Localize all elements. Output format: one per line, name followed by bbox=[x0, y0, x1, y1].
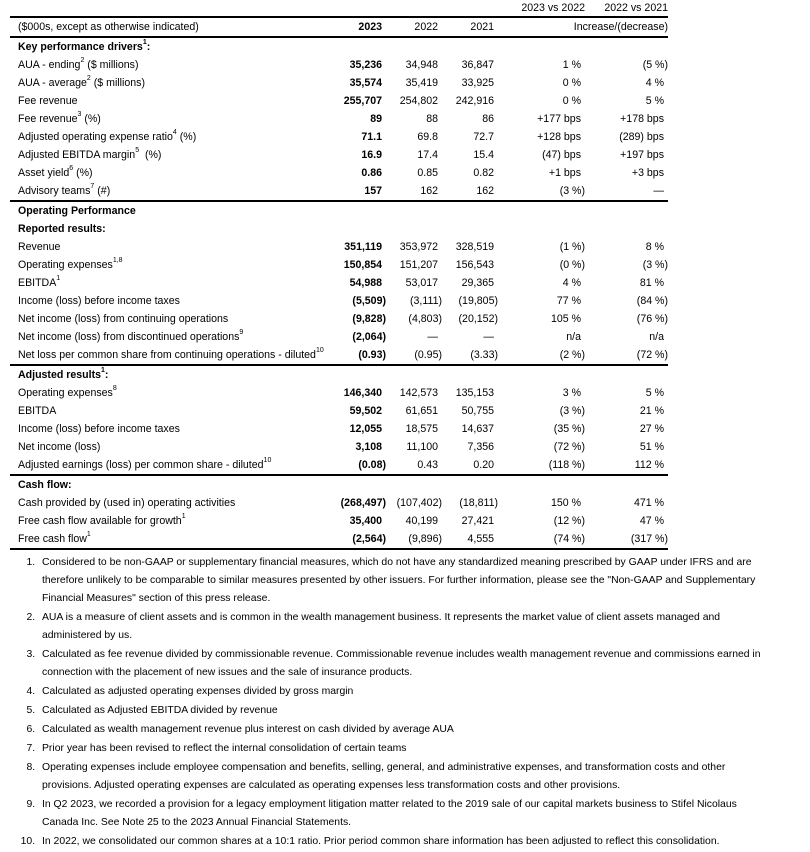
value-2021: 14,637 bbox=[461, 423, 494, 435]
value-2023: 3,108 bbox=[355, 441, 382, 453]
change-2022-vs-2021: 112 % bbox=[634, 459, 664, 471]
section-header-row bbox=[10, 220, 668, 238]
change-2023-vs-2022: (72 %) bbox=[553, 441, 585, 453]
value-2021: 36,847 bbox=[461, 59, 494, 71]
row-label-text: AUA - average bbox=[18, 77, 87, 89]
value-2022: 40,199 bbox=[405, 515, 438, 527]
change-2023-vs-2022: (35 %) bbox=[553, 423, 585, 435]
row-label bbox=[10, 420, 328, 438]
row-label-text: Advisory teams bbox=[18, 185, 91, 197]
col-2021: 2021 bbox=[442, 17, 498, 37]
value-2022: (107,402) bbox=[396, 497, 442, 509]
change-2022-vs-2021: (5 %) bbox=[642, 59, 668, 71]
table-row bbox=[10, 56, 668, 74]
value-2021: 86 bbox=[482, 113, 494, 125]
column-header-row bbox=[10, 17, 668, 37]
value-2021: 72.7 bbox=[473, 131, 494, 143]
footnote-ref: 1 bbox=[56, 275, 61, 282]
financial-table bbox=[10, 0, 668, 550]
value-2023: (2,564) bbox=[328, 530, 386, 549]
row-label-text: EBITDA bbox=[18, 277, 57, 289]
value-2023: 255,707 bbox=[343, 95, 382, 107]
value-2021: 4,555 bbox=[442, 530, 498, 549]
value-2022: 11,100 bbox=[406, 441, 438, 453]
value-2022: 0.85 bbox=[417, 167, 438, 179]
row-label-suffix: (%) bbox=[81, 113, 101, 125]
change-2023-vs-2022: +128 bps bbox=[537, 131, 581, 143]
row-label-text: Adjusted EBITDA margin bbox=[18, 149, 136, 161]
change-2022-vs-2021: 51 % bbox=[639, 441, 664, 453]
footnote-ref: 8 bbox=[112, 385, 117, 392]
value-2021: 15.4 bbox=[473, 149, 494, 161]
value-2023: 150,854 bbox=[343, 259, 382, 271]
row-label bbox=[10, 402, 328, 420]
value-2022: 0.43 bbox=[417, 459, 438, 471]
change-2022-vs-2021: +3 bps bbox=[631, 167, 664, 179]
value-2022: 34,948 bbox=[405, 59, 438, 71]
row-label bbox=[10, 146, 328, 164]
row-label bbox=[10, 328, 328, 346]
footnote-ref: 9 bbox=[239, 329, 244, 336]
change-2022-vs-2021: 47 % bbox=[639, 515, 664, 527]
table-row bbox=[10, 384, 668, 402]
change-2022-vs-2021: 5 % bbox=[645, 95, 664, 107]
value-2023: 35,236 bbox=[349, 59, 382, 71]
footnotes bbox=[10, 554, 768, 851]
table-row bbox=[10, 420, 668, 438]
change-2023-vs-2022: (47) bps bbox=[542, 149, 581, 161]
footnote-item: 4. Calculated as adjusted operating expenses divided by gross margin bbox=[38, 683, 768, 701]
value-2022: 151,207 bbox=[399, 259, 438, 271]
footnote-ref: 1 bbox=[142, 39, 147, 46]
change-2022-vs-2021: n/a bbox=[649, 331, 664, 343]
table-row bbox=[10, 438, 668, 456]
change-2023-vs-2022: 0 % bbox=[562, 77, 581, 89]
table-row bbox=[10, 110, 668, 128]
row-label bbox=[10, 456, 328, 475]
row-label-text: Revenue bbox=[18, 241, 61, 253]
value-2021: — bbox=[483, 331, 494, 343]
footnote-item: 10. In 2022, we consolidated our common shares at a 10:1 ratio. Prior period common share information has been adjusted to reflect this consolidation. bbox=[38, 833, 768, 851]
table-row bbox=[10, 456, 668, 475]
value-2021: 156,543 bbox=[455, 259, 494, 271]
change-header-2023-vs-2022: 2023 vs 2022 bbox=[521, 2, 585, 14]
change-2023-vs-2022: 77 % bbox=[556, 295, 581, 307]
value-2021: 0.20 bbox=[473, 459, 494, 471]
row-label-text: EBITDA bbox=[18, 405, 57, 417]
change-2022-vs-2021: +197 bps bbox=[620, 149, 664, 161]
table-row bbox=[10, 128, 668, 146]
footnote-item: 6. Calculated as wealth management revenue plus interest on cash divided by average AUA bbox=[38, 721, 768, 739]
row-label bbox=[10, 164, 328, 182]
change-2023-vs-2022: (12 %) bbox=[553, 515, 585, 527]
col-2023: 2023 bbox=[328, 17, 386, 37]
value-2023: 54,988 bbox=[349, 277, 382, 289]
row-label-text: Free cash flow bbox=[18, 533, 87, 545]
table-row bbox=[10, 530, 668, 549]
value-2022: 61,651 bbox=[405, 405, 438, 417]
row-label-suffix: ($ millions) bbox=[84, 59, 139, 71]
change-2023-vs-2022: (1 %) bbox=[559, 241, 585, 253]
change-2023-vs-2022: (2 %) bbox=[498, 346, 585, 365]
footnote-ref: 10 bbox=[263, 457, 272, 464]
section-title-text: Operating Performance bbox=[18, 205, 136, 217]
value-2021: 135,153 bbox=[455, 387, 494, 399]
change-2022-vs-2021: +178 bps bbox=[620, 113, 664, 125]
table-row bbox=[10, 74, 668, 92]
change-2023-vs-2022: 0 % bbox=[562, 95, 581, 107]
change-2023-vs-2022: 1 % bbox=[562, 59, 581, 71]
value-2023: 157 bbox=[364, 185, 382, 197]
value-2022: 162 bbox=[420, 185, 438, 197]
change-header-row bbox=[10, 0, 668, 17]
row-label bbox=[10, 238, 328, 256]
row-label-text: Adjusted earnings (loss) per common share - diluted bbox=[18, 459, 264, 471]
row-label-text: AUA - ending bbox=[18, 59, 81, 71]
table-row bbox=[10, 256, 668, 274]
row-label-text: Fee revenue bbox=[18, 95, 78, 107]
row-label-text: Asset yield bbox=[18, 167, 70, 179]
section-title-text: Key performance drivers bbox=[18, 41, 143, 53]
table-row bbox=[10, 328, 668, 346]
value-2023: 89 bbox=[370, 113, 382, 125]
row-label bbox=[10, 56, 328, 74]
value-2023: 351,119 bbox=[344, 241, 382, 253]
row-label-suffix: ($ millions) bbox=[90, 77, 145, 89]
value-2023: 35,574 bbox=[349, 77, 382, 89]
footnote-ref: 1,8 bbox=[112, 257, 123, 264]
value-2023: 0.86 bbox=[361, 167, 382, 179]
footnote-ref: 2 bbox=[80, 57, 85, 64]
section-header-row bbox=[10, 37, 668, 56]
table-row bbox=[10, 238, 668, 256]
value-2022: 353,972 bbox=[399, 241, 438, 253]
section-header-row bbox=[10, 475, 668, 494]
change-2022-vs-2021: (72 %) bbox=[585, 346, 668, 365]
change-2022-vs-2021: (3 %) bbox=[642, 259, 668, 271]
change-2023-vs-2022: n/a bbox=[566, 331, 581, 343]
table-row bbox=[10, 182, 668, 201]
change-2023-vs-2022: 3 % bbox=[562, 387, 581, 399]
value-2023: (2,064) bbox=[352, 331, 386, 343]
value-2021: 0.82 bbox=[473, 167, 494, 179]
row-label bbox=[10, 384, 328, 402]
row-label bbox=[10, 128, 328, 146]
value-2022: 69.8 bbox=[417, 131, 438, 143]
value-2023: (0.08) bbox=[358, 459, 386, 471]
row-label-text: Income (loss) before income taxes bbox=[18, 423, 180, 435]
value-2021: 328,519 bbox=[455, 241, 494, 253]
footnote-ref: 1 bbox=[181, 513, 186, 520]
section-title bbox=[10, 37, 668, 56]
footnote-item: 9. In Q2 2023, we recorded a provision for a legacy employment litigation matter related to the 2019 sale of our capital markets business to Stifel Nicolaus Canada Inc. See Note 25 to the 2023 Annual Financial Statements. bbox=[38, 796, 768, 832]
value-2021: 242,916 bbox=[455, 95, 494, 107]
change-2023-vs-2022: (118 %) bbox=[548, 459, 585, 471]
value-2022: 35,419 bbox=[405, 77, 438, 89]
value-2022: 88 bbox=[426, 113, 438, 125]
section-title-suffix: : bbox=[104, 369, 109, 381]
footnote-ref: 2 bbox=[86, 75, 91, 82]
row-label bbox=[10, 310, 328, 328]
col-2022: 2022 bbox=[386, 17, 442, 37]
change-2022-vs-2021: 471 % bbox=[633, 497, 664, 509]
change-2022-vs-2021: — bbox=[653, 185, 664, 197]
value-2022: 254,802 bbox=[399, 95, 438, 107]
table-row bbox=[10, 402, 668, 420]
value-2021: 162 bbox=[476, 185, 494, 197]
value-2022: (4,803) bbox=[408, 313, 442, 325]
value-2022: (9,896) bbox=[386, 530, 442, 549]
value-2021: 7,356 bbox=[467, 441, 494, 453]
row-label bbox=[10, 530, 328, 549]
section-title-text: Reported results: bbox=[18, 223, 106, 235]
row-label bbox=[10, 74, 328, 92]
change-2023-vs-2022: (3 %) bbox=[559, 405, 585, 417]
row-label bbox=[10, 92, 328, 110]
row-label-text: Income (loss) before income taxes bbox=[18, 295, 180, 307]
value-2022: 18,575 bbox=[405, 423, 438, 435]
value-2023: (268,497) bbox=[340, 497, 386, 509]
table-row bbox=[10, 292, 668, 310]
change-2023-vs-2022: +177 bps bbox=[537, 113, 581, 125]
row-label-text: Net income (loss) bbox=[18, 441, 101, 453]
footnote-ref: 10 bbox=[315, 347, 324, 354]
value-2023: 59,502 bbox=[349, 405, 382, 417]
col-change: Increase/(decrease) bbox=[498, 17, 668, 37]
value-2023: 35,400 bbox=[349, 515, 382, 527]
value-2021: (20,152) bbox=[458, 313, 498, 325]
value-2022: (3,111) bbox=[410, 295, 442, 307]
footnote-ref: 7 bbox=[90, 183, 95, 190]
table-row bbox=[10, 146, 668, 164]
footnote-ref: 4 bbox=[172, 129, 177, 136]
financial-highlights bbox=[10, 0, 761, 852]
section-header-row bbox=[10, 365, 668, 384]
change-2022-vs-2021: (317 %) bbox=[585, 530, 668, 549]
change-2022-vs-2021: 8 % bbox=[645, 241, 664, 253]
change-2023-vs-2022: 150 % bbox=[550, 497, 581, 509]
row-label-text: Net income (loss) from discontinued operations bbox=[18, 331, 240, 343]
change-2022-vs-2021: 21 % bbox=[639, 405, 664, 417]
change-2022-vs-2021: 81 % bbox=[639, 277, 664, 289]
row-label bbox=[10, 256, 328, 274]
section-title bbox=[10, 220, 668, 238]
value-2022: (0.95) bbox=[386, 346, 442, 365]
value-2023: 146,340 bbox=[343, 387, 382, 399]
value-2021: 29,365 bbox=[461, 277, 494, 289]
change-2022-vs-2021: 27 % bbox=[639, 423, 664, 435]
row-label bbox=[10, 512, 328, 530]
change-header-2022-vs-2021: 2022 vs 2021 bbox=[604, 2, 668, 14]
value-2021: 50,755 bbox=[461, 405, 494, 417]
row-label bbox=[10, 346, 328, 365]
value-2022: 53,017 bbox=[405, 277, 438, 289]
footnote-ref: 3 bbox=[77, 111, 82, 118]
value-2023: 16.9 bbox=[361, 149, 382, 161]
footnote-item: 8. Operating expenses include employee compensation and benefits, selling, general, and administrative expenses, and transformation costs and other provisions. Adjusted operating expenses are calculated as operating expenses less transformation costs and other provisions. bbox=[38, 759, 768, 795]
footnote-item: 5. Calculated as Adjusted EBITDA divided by revenue bbox=[38, 702, 768, 720]
footnote-ref: 5 bbox=[135, 147, 140, 154]
table-row bbox=[10, 92, 668, 110]
row-label-suffix: (%) bbox=[176, 131, 197, 143]
table-row bbox=[10, 346, 668, 365]
value-2023: (9,828) bbox=[352, 313, 386, 325]
change-2023-vs-2022: 4 % bbox=[562, 277, 581, 289]
footnote-ref: 1 bbox=[86, 531, 91, 538]
row-label-suffix: (#) bbox=[94, 185, 111, 197]
row-label bbox=[10, 182, 328, 201]
value-2023: (0.93) bbox=[328, 346, 386, 365]
row-label-text: Free cash flow available for growth bbox=[18, 515, 182, 527]
value-2023: 12,055 bbox=[349, 423, 382, 435]
units-label: ($000s, except as otherwise indicated) bbox=[10, 17, 328, 37]
footnote-ref: 6 bbox=[69, 165, 74, 172]
footnote-item: 7. Prior year has been revised to reflect the internal consolidation of certain teams bbox=[38, 740, 768, 758]
change-2022-vs-2021: 4 % bbox=[645, 77, 664, 89]
change-2023-vs-2022: (3 %) bbox=[559, 185, 585, 197]
table-row bbox=[10, 164, 668, 182]
value-2022: 17.4 bbox=[417, 149, 438, 161]
section-title-text: Cash flow: bbox=[18, 479, 72, 491]
footnote-item: 3. Calculated as fee revenue divided by commissionable revenue. Commissionable revenue includes wealth management revenue and commissions earned in connection with the placement of new issues and the sale of insurance products. bbox=[38, 646, 768, 682]
section-title bbox=[10, 365, 668, 384]
section-title-text: Adjusted results bbox=[18, 369, 102, 381]
value-2021: (18,811) bbox=[459, 497, 498, 509]
row-label-text: Net income (loss) from continuing operations bbox=[18, 313, 229, 325]
change-2023-vs-2022: (0 %) bbox=[559, 259, 585, 271]
row-label-suffix: (%) bbox=[139, 149, 162, 161]
table-row bbox=[10, 310, 668, 328]
section-header-row bbox=[10, 201, 668, 220]
value-2021: 33,925 bbox=[461, 77, 494, 89]
row-label-text: Net loss per common share from continuing operations - diluted bbox=[18, 349, 316, 361]
row-label bbox=[10, 110, 328, 128]
row-label-text: Adjusted operating expense ratio bbox=[18, 131, 173, 143]
footnote-ref: 1 bbox=[101, 367, 105, 374]
table-row bbox=[10, 274, 668, 292]
footnote-item: 2. AUA is a measure of client assets and is common in the wealth management business. It represents the market value of client assets managed and administered by us. bbox=[38, 609, 768, 645]
section-title-suffix: : bbox=[146, 41, 151, 53]
value-2023: (5,509) bbox=[352, 295, 386, 307]
table-row bbox=[10, 512, 668, 530]
change-2023-vs-2022: (74 %) bbox=[498, 530, 585, 549]
value-2021: (19,805) bbox=[458, 295, 498, 307]
value-2022: 142,573 bbox=[399, 387, 438, 399]
change-2022-vs-2021: (84 %) bbox=[636, 295, 668, 307]
row-label bbox=[10, 494, 328, 512]
row-label bbox=[10, 274, 328, 292]
row-label-text: Fee revenue bbox=[18, 113, 78, 125]
row-label bbox=[10, 438, 328, 456]
change-2022-vs-2021: (76 %) bbox=[636, 313, 668, 325]
row-label bbox=[10, 292, 328, 310]
change-2023-vs-2022: +1 bps bbox=[548, 167, 581, 179]
section-title bbox=[10, 475, 668, 494]
row-label-suffix: (%) bbox=[73, 167, 93, 179]
row-label-text: Operating expenses bbox=[18, 259, 113, 271]
row-label-text: Operating expenses bbox=[18, 387, 113, 399]
change-2022-vs-2021: 5 % bbox=[645, 387, 664, 399]
change-2023-vs-2022: 105 % bbox=[550, 313, 581, 325]
row-label-text: Cash provided by (used in) operating activities bbox=[18, 497, 236, 509]
value-2022: — bbox=[427, 331, 438, 343]
table-row bbox=[10, 494, 668, 512]
section-title bbox=[10, 201, 668, 220]
value-2023: 71.1 bbox=[361, 131, 382, 143]
value-2021: 27,421 bbox=[461, 515, 494, 527]
change-2022-vs-2021: (289) bps bbox=[619, 131, 664, 143]
footnote-item: 1. Considered to be non-GAAP or supplementary financial measures, which do not have any standardized meaning prescribed by GAAP under IFRS and are therefore unlikely to be comparable to similar measures presented by other issuers. For further information, please see the "Non-GAAP and Supplementary Financial Measures" section of this press release. bbox=[38, 554, 768, 608]
value-2021: (3.33) bbox=[442, 346, 498, 365]
